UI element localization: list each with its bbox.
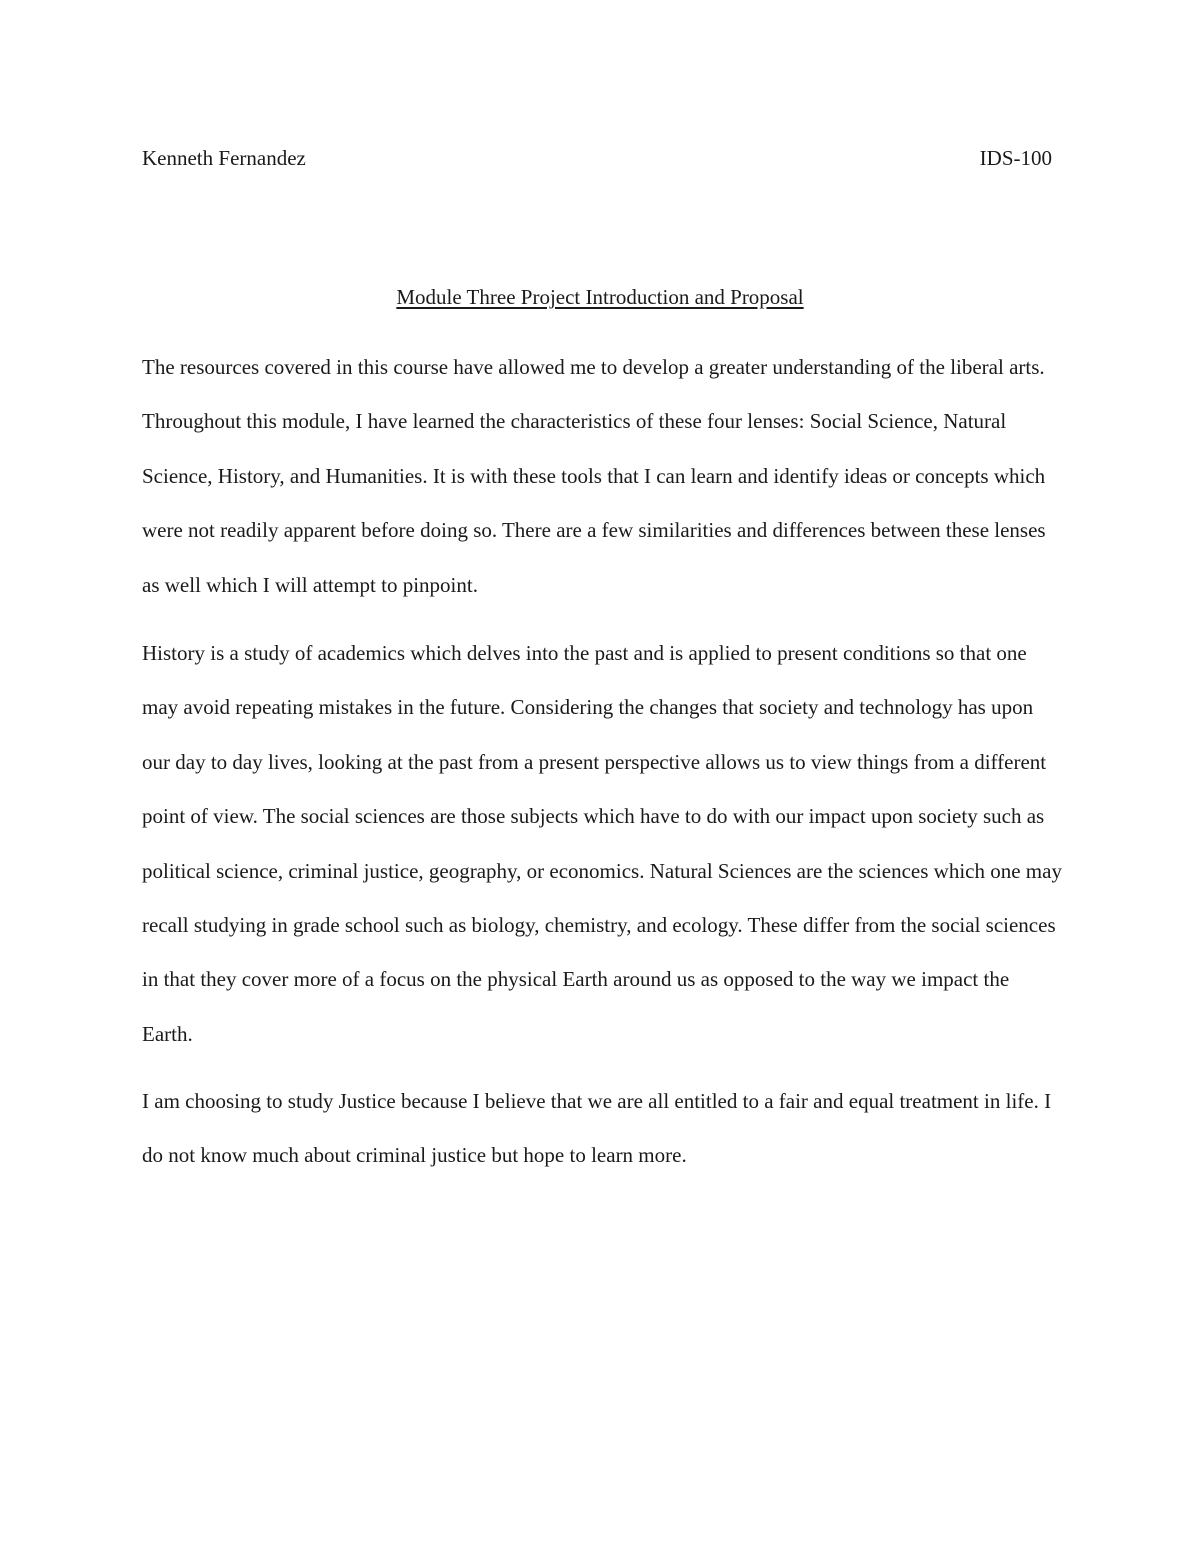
document-header — [142, 144, 1052, 172]
paragraph-lenses: History is a study of academics which delves into the past and is applied to present conditions so that one may avoid repeating mistakes in the future. Considering the changes that society and technology has upon our day to day lives, looking at the past from a present perspective allows us to view things from a different point of view. The social sciences are those subjects which have to do with our impact upon society such as political science, criminal justice, geography, or economics. Natural Sciences are the sciences which one may recall studying in grade school such as biology, chemistry, and ecology. These differ from the social sciences in that they cover more of a focus on the physical Earth around us as opposed to the way we impact the Earth. — [142, 641, 1062, 1046]
paragraph-intro: The resources covered in this course have allowed me to develop a greater understanding of the liberal arts. Throughout this module, I have learned the characteristics of these four lenses: Social Science, Natural Science, History, and Humanities. It is with these tools that I can learn and identify ideas or concepts which were not readily apparent before doing so. There are a few similarities and differences between these lenses as well which I will attempt to pinpoint. — [142, 355, 1046, 597]
author-name: Kenneth Fernandez — [142, 146, 306, 170]
paragraph-topic-choice: I am choosing to study Justice because I believe that we are all entitled to a fair and equal treatment in life. I do not know much about criminal justice but hope to learn more. — [142, 1089, 1052, 1168]
course-code: IDS-100 — [979, 146, 1052, 170]
title-text: Module Three Project Introduction and Proposal — [396, 285, 804, 309]
document-title — [142, 283, 1058, 311]
